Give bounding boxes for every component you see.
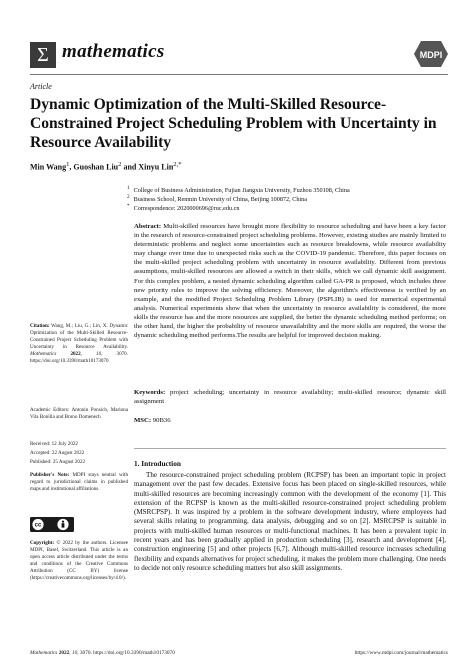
footer-citation: Mathematics 2022, 10, 3070. https://doi.org/10.3390/math10173070 [30, 650, 175, 656]
footer-volume: 10 [71, 650, 78, 656]
copyright-label: Copyright: [30, 540, 55, 546]
affiliation-mark: 1 [127, 185, 130, 191]
keywords-text: project scheduling; uncertainty in resource availability; multi-skilled resource; dynamic skill assignment [134, 389, 446, 406]
footer-journal: Mathematics [30, 650, 58, 656]
citation-text: Wang, M.; Liu, G.; Lin, X. Dynamic Optimization of the Multi-Skilled Resource-Constrained Project Scheduling Problem with Uncertainty in Resource Availability. [30, 323, 128, 350]
abstract-text: Multi-skilled resources have brought more flexibility to resource scheduling and have been a key factor in the research of resource-constrained project scheduling problems. However, existing studies are mainly limited to deterministic problems and neglect some uncertainties such as resource breakdowns, while resource availability may change over time due to unexpected risks such as the COVID-19 pandemic. Therefore, this paper focuses on the multi-skilled project scheduling problem with uncertainty in resource availability. Different from previous assumptions, multi-skilled resources are allowed a switch in their skills, which we call dynamic skill assignment. For this complex problem, a nested dynamic scheduling algorithm called GA-PR is proposed, which includes three new priority rules to improve the solving efficiency. Moreover, the algorithm's effectiveness is verified by an example, and the modified Project Scheduling Problem Library (PSPLIB) is used for numerical experimental analysis. Numerical experiments show that when the uncertainty in resource availability is considered, the more skills the resource has and the more resources are supplied, the better the dynamic scheduling method performs; on the other hand, the higher the probability of resource unavailability and the more skills are required, the worse the dynamic scheduling method performs.The results are helpful for improved decision making. [134, 223, 447, 340]
msc-classification [134, 417, 171, 424]
cc-badge-text: cc [34, 522, 42, 529]
cc-by-license-icon[interactable] [30, 517, 74, 532]
header-divider [30, 74, 448, 75]
academic-editors [30, 407, 128, 421]
editors-label: Academic Editors: [30, 407, 70, 413]
keywords [134, 388, 446, 406]
citation-doi-link[interactable]: , 3070. https://doi.org/10.3390/math10173070 [30, 350, 129, 364]
correspondence-email[interactable]: Correspondence: 2020000696@ruc.edu.cn [133, 205, 240, 213]
citation-volume: 10 [96, 350, 102, 357]
abstract [134, 222, 446, 340]
article-type: Article [30, 82, 52, 91]
section-body [134, 471, 446, 573]
received-date: Received: 12 July 2022 [30, 441, 78, 447]
msc-label: MSC: [134, 417, 152, 424]
mdpi-logo-icon[interactable] [414, 41, 448, 67]
publisher-note-label: Publisher's Note: [30, 472, 70, 478]
author-name[interactable]: Guoshan Liu [73, 162, 119, 172]
publisher-note-text: MDPI stays neutral with regard to jurisdictional claims in published maps and institutional affiliations. [30, 472, 129, 492]
footer-doi-link[interactable]: , 3070. https://doi.org/10.3390/math10173070 [77, 650, 175, 656]
citation-label: Citation: [30, 323, 50, 329]
author-name[interactable]: Xinyu Lin [138, 162, 174, 172]
affiliation-item [127, 202, 457, 213]
section-divider [134, 448, 446, 449]
editors-text: Antonin Ponsich, Mariona Vila Bonilla and Bruno Domenech [30, 407, 128, 420]
msc-code: 90B36 [152, 417, 171, 424]
abstract-label: Abstract: [134, 223, 162, 230]
affiliation-text: College of Business Administration, Fujian Jiangxia University, Fuzhou 350108, China [133, 187, 350, 195]
keywords-label: Keywords: [134, 389, 166, 396]
accepted-date: Accepted: 22 August 2022 [30, 450, 85, 456]
affiliation-mark: 2 [127, 194, 130, 200]
affiliation-mark: * [127, 203, 130, 209]
intro-text: The resource-constrained project scheduling problem (RCPSP) has been an important topic in project management over the past few decades. Extensive focus has been placed on single-skilled resources, while multi-skilled resources are becoming increasingly common with the development of the economy [1]. This extension of the RCPSP is known as the multi-skilled resource-constrained project scheduling problem (MSRCPSP). It was inspired by a problem in the software development industry, where employees had several skills relating to programming, data analysis, debugging and so on [2]. MSRCPSP is suitable in projects with multi-skilled human resources or multi-functional machines. It has been a prevalent topic in recent years and has been gradually applied in production scheduling [3], research and development [4], construction engineering [5] and other projects [6,7]. Although multi-skilled resource increases scheduling flexibility and expands alternatives for project scheduling, it makes the problem more challenging. One needs to decide not only resource scheduling matters but also skill assignments. [134, 471, 446, 572]
page-title: Dynamic Optimization of the Multi-Skilled Resource-Constrained Project Scheduling Problem with Uncertainty in Resource Availability [30, 96, 437, 151]
footer-journal-url[interactable]: https://www.mdpi.com/journal/mathematics [354, 650, 448, 656]
journal-name[interactable]: mathematics [62, 41, 165, 62]
journal-logo-icon: Σ [30, 42, 56, 68]
copyright-notice [30, 540, 128, 581]
author-affil-mark: 2 [118, 161, 122, 168]
author-affil-mark: 1 [66, 161, 70, 168]
citation-year: 2022 [70, 350, 81, 357]
copyright-text: © 2022 by the authors. Licensee MDPI, Basel, Switzerland. This article is an open access article distributed under the terms and conditions of the Creative Commons Attribution (CC BY) license (https://creativecommons.org/licenses/by/4.0/). [30, 540, 129, 581]
publisher-note [30, 472, 128, 493]
mdpi-logo-text: MDPI [419, 50, 443, 60]
author-separator: , [69, 162, 74, 172]
affiliation-text: Business School, Renmin University of China, Beijing 100872, China [133, 196, 307, 204]
author-name[interactable]: Min Wang [30, 162, 67, 172]
citation-block: Citation: Wang, M.; Liu, G.; Lin, X. Dynamic Optimization of the Multi-Skilled Resource-Constrained Project Scheduling Problem with Uncertainty in Resource Availability. Mathematics 2022, 10, 3070. https://doi.org/10.3390/math10173070 [30, 323, 129, 364]
author-separator: and [121, 162, 139, 172]
section-heading: 1. Introduction [134, 459, 181, 468]
citation-journal: Mathematics [30, 350, 57, 357]
author-affil-mark: 2,* [173, 161, 182, 168]
published-date: Published: 25 August 2022 [30, 459, 86, 465]
author-list [30, 161, 182, 172]
footer-year: 2022 [58, 650, 70, 656]
